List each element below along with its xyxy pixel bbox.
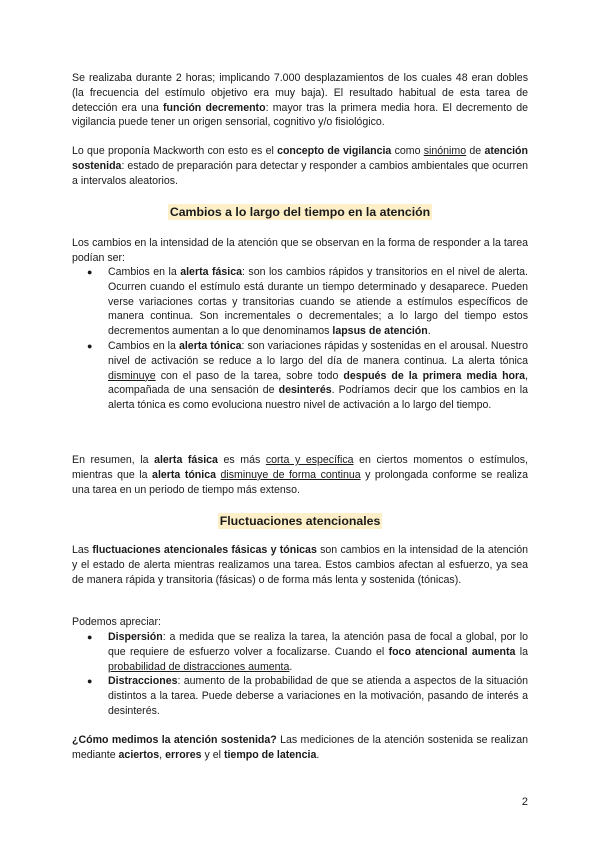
list-item-distracciones: ● Distracciones: aumento de la probabilidad de que se atienda a aspectos de la situación distintos a la tarea. Puede deberse a variaciones en la motivación, pasando de interés a desinterés. xyxy=(87,675,528,717)
paragraph-mackworth-task: Se realizaba durante 2 horas; implicando 7.000 desplazamientos de los cuales 48 eran dobles (la frecuencia del estímulo objetivo era muy baja). El resultado habitual de esta tarea de detección era una función decremento: mayor tras la primera media hora. El decremento de vigilancia puede tener un origen sensorial, cognitivo y/o fisiológico. xyxy=(72,72,528,129)
list-item-dispersion: ● Dispersión: a medida que se realiza la tarea, la atención pasa de focal a global, por lo que requiere de esfuerzo volver a focalizarse. Cuando el foco atencional aumenta la probabilidad de distracciones aumenta. xyxy=(87,631,528,673)
list-item-phasic-alert: ● Cambios en la alerta fásica: son los cambios rápidos y transitorios en el nivel de alerta. Ocurren cuando el estímulo está durante un tiempo determinado y desaparece. Pueden verse variaciones cortas y transitorias cuando se atiende a estímulos específicos de manera continua. Son incrementales o decrementales; a lo largo del tiempo estos decrementos aumentan a lo que denominamos lapsus de atención. xyxy=(87,266,528,338)
paragraph-fluctuations: Las fluctuaciones atencionales fásicas y tónicas son cambios en la intensidad de la atención y el estado de alerta mientras realizamos una tarea. Estos cambios afectan al esfuerzo, ya sea de manera rápida y transitoria (fásicas) o de forma más lenta y sostenida (tónicas). xyxy=(72,544,528,586)
paragraph-measurement: ¿Cómo medimos la atención sostenida? Las mediciones de la atención sostenida se realizan mediante aciertos, errores y el tiempo de latencia. xyxy=(72,734,528,761)
bullet-icon: ● xyxy=(87,267,93,277)
list-item-tonic-alert: ● Cambios en la alerta tónica: son variaciones rápidas y sostenidas en el arousal. Nuestro nivel de activación se reduce a lo largo del día de manera continua. La alerta tónica disminuye con el paso de la tarea, sobre todo después de la primera media hora, acompañada de una sensación de desinterés. Podríamos decir que los cambios en la alerta tónica es como evoluciona nuestro nivel de activación a lo largo del tiempo. xyxy=(87,339,528,412)
bullet-icon: ● xyxy=(87,340,93,351)
bullet-icon: ● xyxy=(87,632,93,642)
bullet-icon: ● xyxy=(87,676,93,687)
paragraph-intensity-changes: Los cambios en la intensidad de la atención que se observan en la forma de responder a la tarea podían ser: xyxy=(72,237,528,264)
paragraph-podemos-apreciar: Podemos apreciar: xyxy=(72,616,161,628)
page-number: 2 xyxy=(521,796,528,808)
section-heading-time-changes: Cambios a lo largo del tiempo en la atención xyxy=(169,205,431,219)
section-heading-fluctuations: Fluctuaciones atencionales xyxy=(219,514,381,528)
list-fluctuation-types xyxy=(72,630,528,719)
paragraph-vigilance-concept: Lo que proponía Mackworth con esto es el concepto de vigilancia como sinónimo de atención sostenida: estado de preparación para detectar y responder a cambios ambientales que ocurren a intervalos aleatorios. xyxy=(72,145,528,187)
paragraph-summary: En resumen, la alerta fásica es más corta y específica en ciertos momentos o estímulos, mientras que la alerta tónica disminuye de forma continua y prolongada conforme se realiza una tarea en un periodo de tiempo más extenso. xyxy=(72,454,528,496)
list-alert-types xyxy=(72,265,528,413)
